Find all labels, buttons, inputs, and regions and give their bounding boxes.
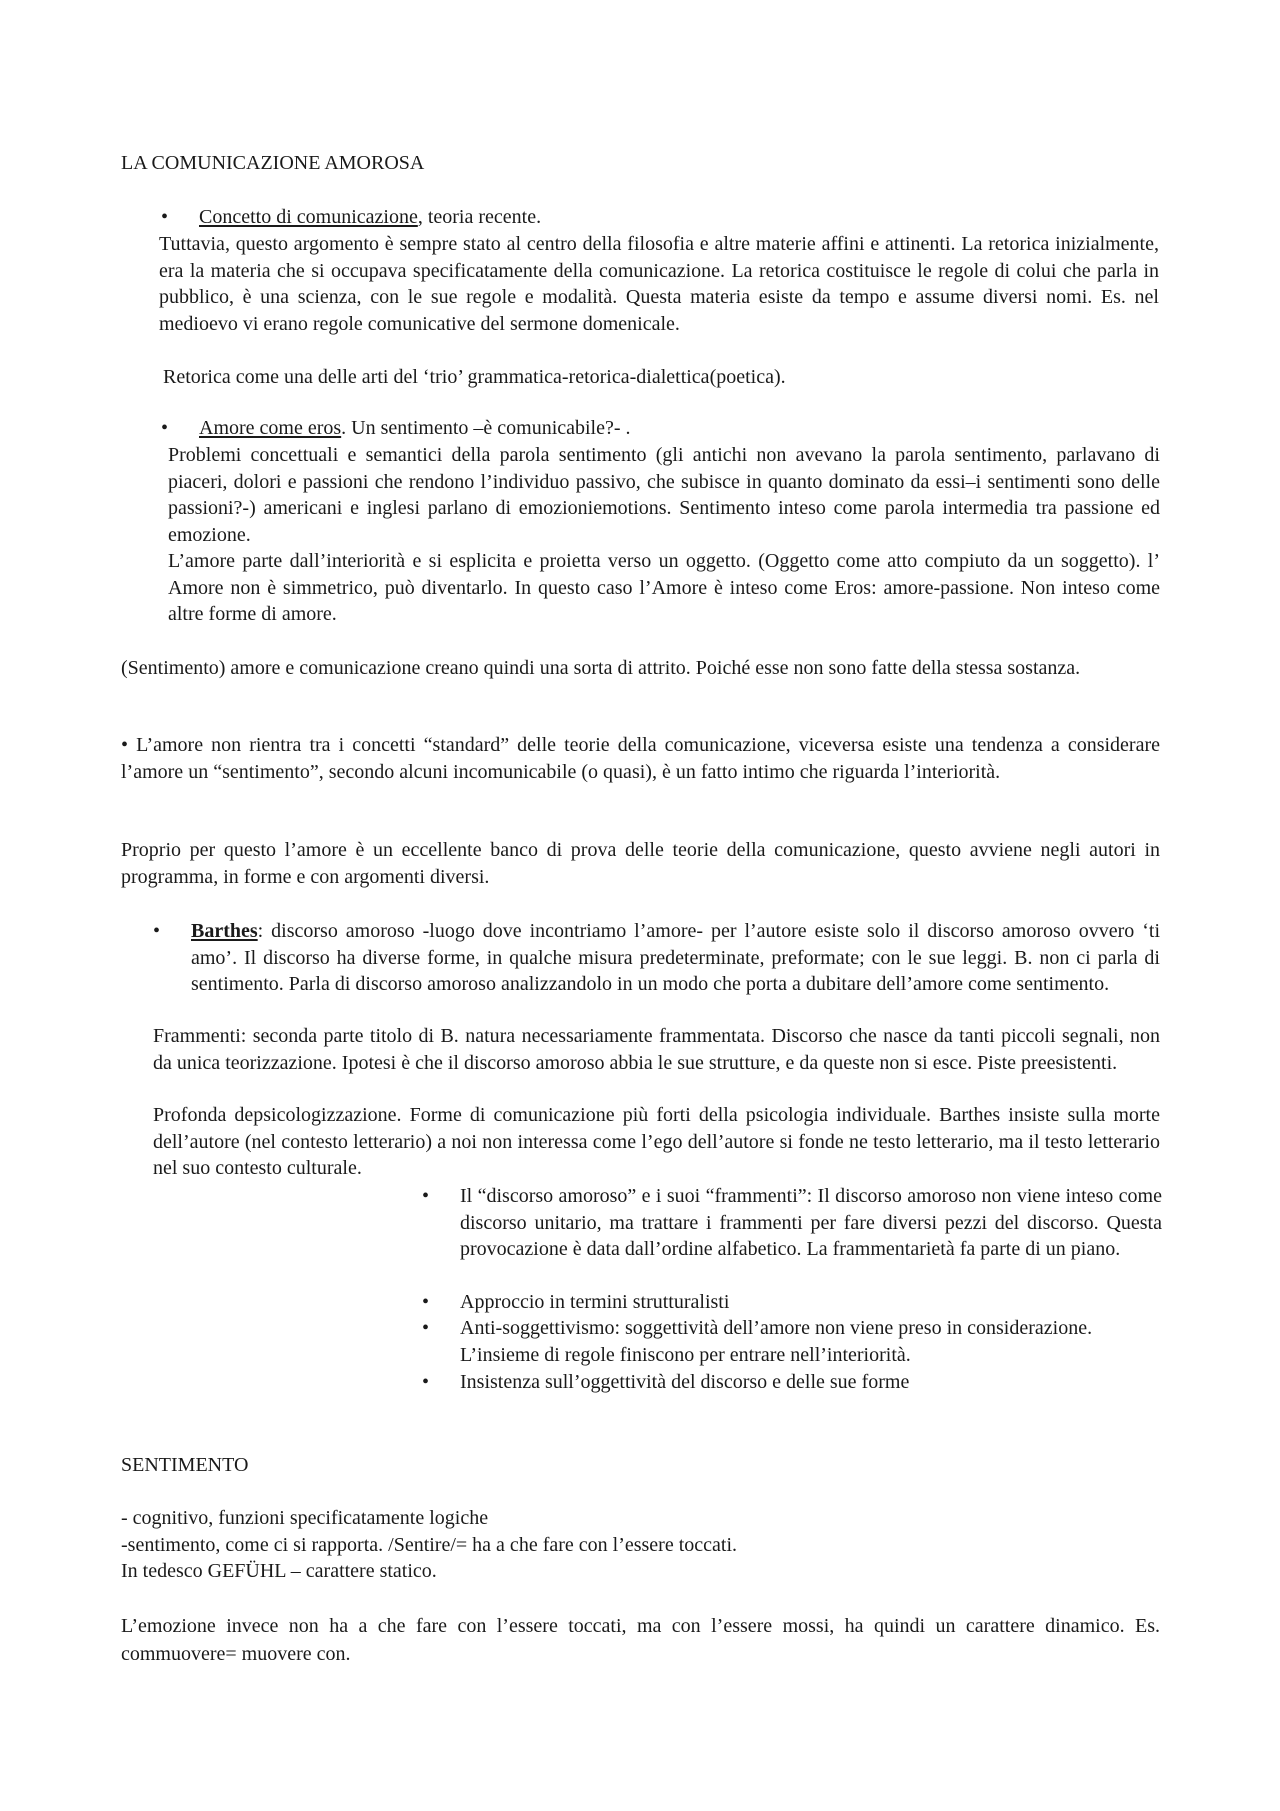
paragraph-attrito: (Sentimento) amore e comunicazione creano quindi una sorta di attrito. Poiché esse non sono fatte della stessa sostanza. bbox=[121, 657, 1081, 679]
page-title: LA COMUNICAZIONE AMOROSA bbox=[121, 152, 425, 174]
paragraph: Retorica come una delle arti del ‘trio’ grammatica-retorica-dialettica(poetica). bbox=[163, 366, 786, 388]
list-item-text: Approccio in termini strutturalisti bbox=[460, 1291, 730, 1313]
barthes-text: : discorso amoroso -luogo dove incontriamo l’amore- per l’autore esiste solo il discorso amoroso ovvero ‘ti amo’. Il discorso ha diverse forme, in qualche misura predeterminate, preformate; con le sue leggi. B. non ci parla di sentimento. Parla di discorso amoroso analizzandolo in un modo che porta a dubitare dell’amore come sentimento. bbox=[191, 920, 1160, 995]
list-item-text: Insistenza sull’oggettività del discorso e delle sue forme bbox=[460, 1371, 910, 1393]
paragraph: L’amore parte dall’interiorità e si esplicita e proietta verso un oggetto. (Oggetto come atto compiuto da un soggetto). l’ Amore non è simmetrico, può diventarlo. In questo caso l’Amore è inteso come Eros: amore-passione. Non inteso come altre forme di amore. bbox=[168, 550, 1160, 625]
paragraph: Problemi concettuali e semantici della parola sentimento (gli antichi non avevano la parola sentimento, parlavano di piaceri, dolori e passioni che rendono l’individuo passivo, che subisce in quanto dominato da essi–i sentimenti sono delle passioni?-) americani e inglesi parlano di emozioniemotions. Sentimento inteso come parola intermedia tra passione ed emozione. bbox=[168, 444, 1160, 546]
heading-underlined: Concetto di comunicazione bbox=[199, 206, 418, 228]
text-line: In tedesco GEFÜHL – carattere statico. bbox=[121, 1560, 437, 1582]
paragraph-proprio: Proprio per questo l’amore è un eccellente banco di prova delle teorie della comunicazione, questo avviene negli autori in programma, in forme e con argomenti diversi. bbox=[121, 839, 1160, 888]
text-line: - cognitivo, funzioni specificatamente logiche bbox=[121, 1507, 489, 1529]
text-line: -sentimento, come ci si rapporta. /Sentire/= ha a che fare con l’essere toccati. bbox=[121, 1534, 738, 1556]
paragraph-frammenti: Frammenti: seconda parte titolo di B. natura necessariamente frammentata. Discorso che nasce da tanti piccoli segnali, non da unica teorizzazione. Ipotesi è che il discorso amoroso abbia le sue strutture, e da queste non si esce. Piste preesistenti. bbox=[153, 1025, 1160, 1074]
bullet-glyph: • bbox=[422, 1371, 430, 1393]
list-item-text: Il “discorso amoroso” e i suoi “frammenti”: Il discorso amoroso non viene inteso come discorso unitario, ma trattare i frammenti per fare diversi pezzi del discorso. Questa provocazione è data dall’ordine alfabetico. La frammentarietà fa parte di un piano. bbox=[460, 1185, 1162, 1260]
heading-rest: , teoria recente. bbox=[417, 206, 542, 228]
bullet-heading bbox=[199, 415, 631, 442]
paragraph-standard: • L’amore non rientra tra i concetti “standard” delle teorie della comunicazione, viceversa esiste una tendenza a considerare l’amore un “sentimento”, secondo alcuni incomunicabile (o quasi), è un fatto intimo che riguarda l’interiorità. bbox=[121, 734, 1160, 783]
paragraph-emozione: L’emozione invece non ha a che fare con l’essere toccati, ma con l’essere mossi, ha quindi un carattere dinamico. Es. commuovere= muovere con. bbox=[121, 1615, 1160, 1665]
bullet-heading bbox=[199, 204, 541, 231]
bullet-glyph: • bbox=[161, 206, 169, 228]
list-item-text: Anti-soggettivismo: soggettività dell’amore non viene preso in considerazione. L’insieme di regole finiscono per entrare nell’interiorità. bbox=[460, 1317, 1093, 1366]
heading-underlined: Amore come eros bbox=[199, 417, 342, 439]
heading-rest: . Un sentimento –è comunicabile?- . bbox=[341, 417, 631, 439]
bullet-glyph: • bbox=[422, 1185, 430, 1207]
bullet-glyph: • bbox=[161, 417, 169, 439]
barthes-paragraph bbox=[191, 918, 1160, 998]
paragraph: Tuttavia, questo argomento è sempre stato al centro della filosofia e altre materie affini e attinenti. La retorica inizialmente, era la materia che si occupava specificatamente della comunicazione. La retorica costituisce le regole di colui che parla in pubblico, è una scienza, con le sue regole e modalità. Questa materia esiste da tempo e assume diversi nomi. Es. nel medioevo vi erano regole comunicative del sermone domenicale. bbox=[159, 233, 1159, 335]
bullet-glyph: • bbox=[422, 1291, 430, 1313]
bullet-glyph: • bbox=[422, 1317, 430, 1339]
bullet-glyph: • bbox=[153, 920, 161, 942]
section-heading: SENTIMENTO bbox=[121, 1454, 249, 1476]
paragraph-depsicologizzazione: Profonda depsicologizzazione. Forme di comunicazione più forti della psicologia individuale. Barthes insiste sulla morte dell’autore (nel contesto letterario) a noi non interessa come l’ego dell’autore si fonde ne testo letterario, ma il testo letterario nel suo contesto culturale. bbox=[153, 1104, 1160, 1179]
author-name: Barthes bbox=[191, 920, 258, 942]
